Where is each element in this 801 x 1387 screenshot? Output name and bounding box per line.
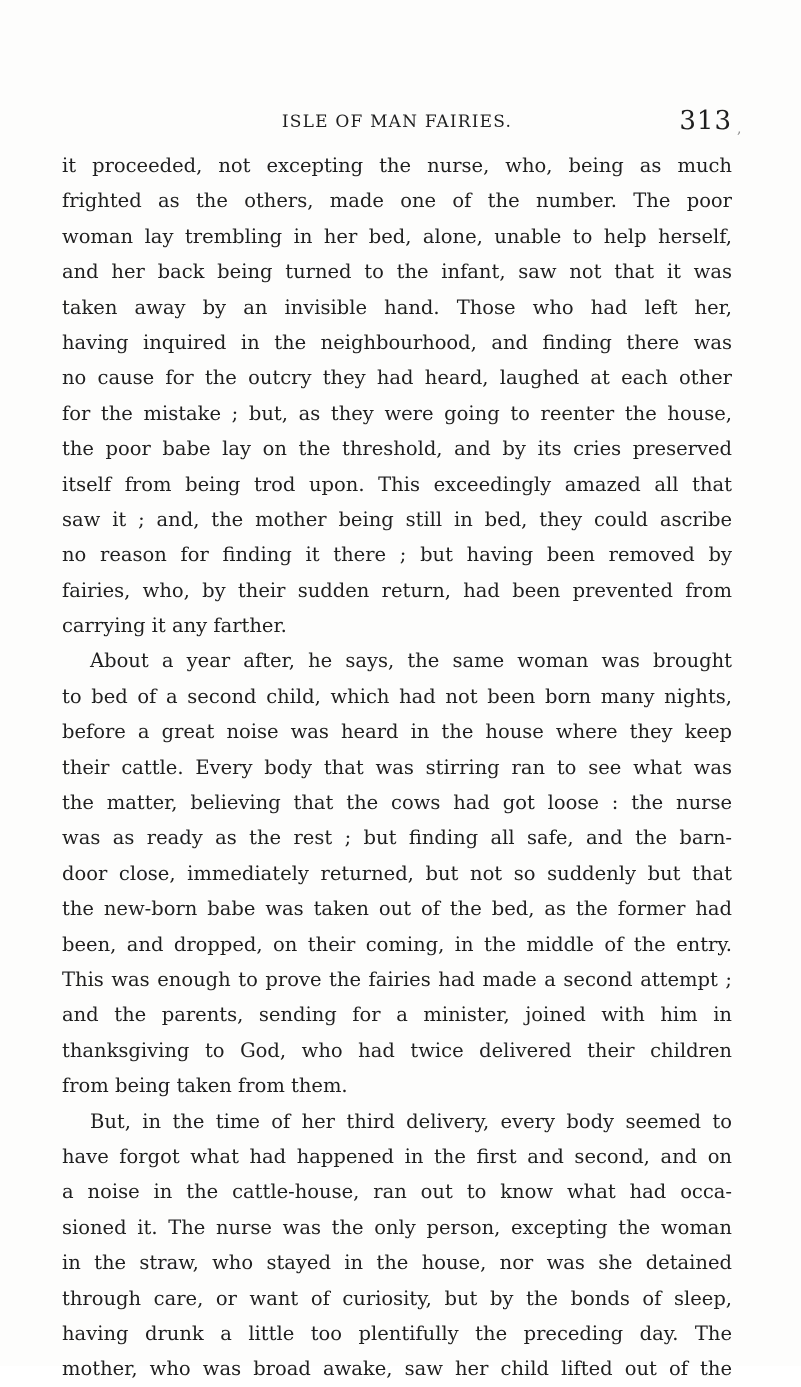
text-line: have forgot what had happened in the first and second, and on bbox=[62, 1144, 732, 1168]
text-line: a noise in the cattle-house, ran out to know what had occa- bbox=[62, 1180, 732, 1204]
text-line: no reason for finding it there ; but having been removed by bbox=[62, 543, 732, 567]
text-line: and the parents, sending for a minister, joined with him in bbox=[62, 1003, 732, 1027]
text-line: the poor babe lay on the threshold, and by its cries preserved bbox=[62, 437, 732, 461]
running-head bbox=[62, 106, 732, 138]
text-line: the matter, believing that the cows had got loose : the nurse bbox=[62, 791, 732, 815]
text-line: This was enough to prove the fairies had made a second attempt ; bbox=[62, 967, 732, 991]
text-line: their cattle. Every body that was stirring ran to see what was bbox=[62, 755, 732, 779]
text-line: from being taken from them. bbox=[62, 1074, 348, 1098]
text-line: and her back being turned to the infant, saw not that it was bbox=[62, 260, 732, 284]
page-number: 313 bbox=[679, 106, 732, 136]
text-line: itself from being trod upon. This exceedingly amazed all that bbox=[62, 472, 732, 496]
text-line: carrying it any farther. bbox=[62, 614, 287, 638]
text-line: to bed of a second child, which had not been born many nights, bbox=[62, 684, 732, 708]
text-line: About a year after, he says, the same woman was brought bbox=[90, 649, 732, 673]
text-line: it proceeded, not excepting the nurse, who, being as much bbox=[62, 154, 732, 177]
text-line: been, and dropped, on their coming, in the middle of the entry. bbox=[62, 932, 732, 956]
text-line: door close, immediately returned, but not so suddenly but that bbox=[62, 861, 732, 885]
text-line: But, in the time of her third delivery, every body seemed to bbox=[90, 1109, 732, 1133]
margin-mark: , bbox=[737, 121, 742, 137]
text-line: saw it ; and, the mother being still in bed, they could ascribe bbox=[62, 507, 732, 531]
text-line: before a great noise was heard in the house where they keep bbox=[62, 720, 732, 744]
text-line: taken away by an invisible hand. Those who had left her, bbox=[62, 295, 732, 319]
text-line: thanksgiving to God, who had twice delivered their children bbox=[62, 1038, 732, 1062]
text-line: frighted as the others, made one of the number. The poor bbox=[62, 189, 732, 213]
text-line: having inquired in the neighbourhood, and finding there was bbox=[62, 330, 732, 354]
body-text bbox=[62, 148, 732, 1387]
text-line: fairies, who, by their sudden return, had been prevented from bbox=[62, 578, 732, 602]
text-line: through care, or want of curiosity, but by the bonds of sleep, bbox=[62, 1286, 732, 1310]
text-line: having drunk a little too plentifully the preceding day. The bbox=[62, 1321, 732, 1345]
text-line: the new-born babe was taken out of the bed, as the former had bbox=[62, 897, 732, 921]
text-line: no cause for the outcry they had heard, laughed at each other bbox=[62, 366, 732, 390]
text-line: for the mistake ; but, as they were going to reenter the house, bbox=[62, 401, 732, 425]
text-line: in the straw, who stayed in the house, nor was she detained bbox=[62, 1251, 732, 1275]
text-line: sioned it. The nurse was the only person, excepting the woman bbox=[62, 1215, 732, 1239]
text-line: was as ready as the rest ; but finding all safe, and the barn- bbox=[62, 826, 732, 850]
running-title: ISLE OF MAN FAIRIES. bbox=[281, 112, 513, 132]
text-line: mother, who was broad awake, saw her child lifted out of the bbox=[62, 1357, 732, 1381]
text-line: woman lay trembling in her bed, alone, unable to help herself, bbox=[62, 224, 732, 248]
